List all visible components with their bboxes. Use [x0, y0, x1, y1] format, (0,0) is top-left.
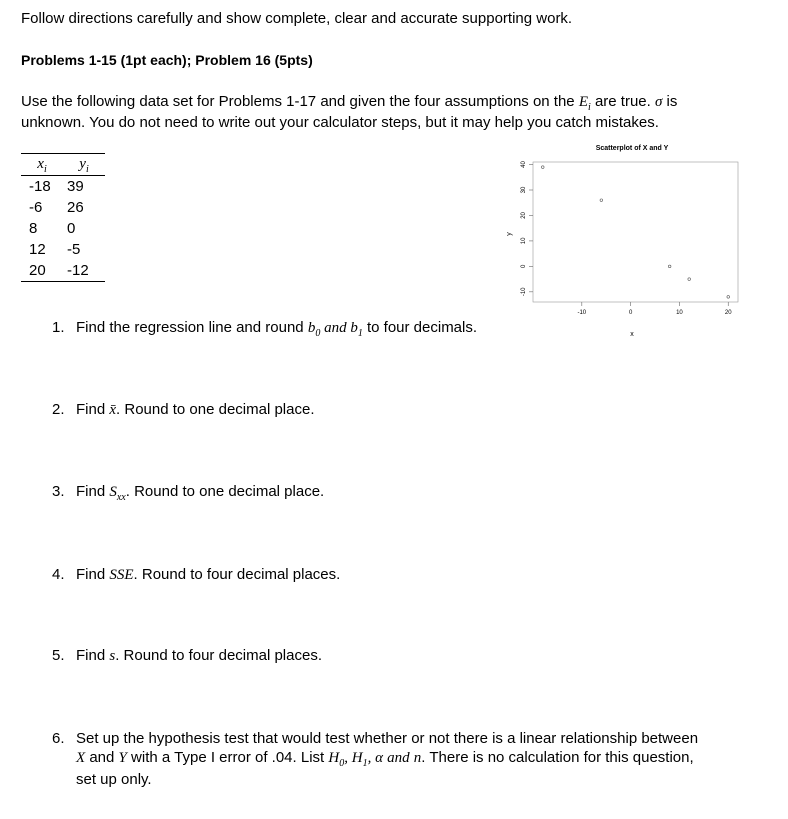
question-6-text1: Set up the hypothesis test that would test whether or not there is a linear relationship between: [76, 730, 699, 747]
y-cell: -12: [63, 260, 105, 282]
question-number: 3.: [52, 483, 65, 500]
x-header: [21, 154, 63, 176]
data-point: [727, 296, 730, 299]
h1-subscript: 1: [362, 758, 368, 769]
x-cell: 12: [29, 241, 46, 258]
y-cell: 26: [67, 199, 84, 216]
instructions-text-a: Use the following data set for Problems 1-17 and given the four assumptions on the: [21, 93, 579, 110]
question-text: Find: [76, 647, 110, 664]
b1-symbol: b: [350, 320, 358, 336]
scatterplot: [505, 140, 745, 355]
sxx-symbol: S: [109, 484, 117, 500]
y-tick-label: 40: [521, 161, 527, 168]
y-header: [63, 154, 105, 176]
y-cell: 0: [67, 220, 76, 237]
plot-frame: [533, 162, 738, 302]
question-6-line2: [52, 749, 698, 769]
x-cell: 20: [21, 260, 63, 282]
y-var: Y: [118, 750, 127, 766]
axis-ticks: [521, 161, 732, 316]
sigma-symbol: σ: [654, 94, 663, 110]
question-number: 2.: [52, 401, 65, 418]
question-text-end: . Round to one decimal place.: [125, 483, 325, 500]
question-number: 1.: [52, 319, 65, 336]
x-header-label: x: [37, 155, 44, 172]
instructions-text-b: are true.: [590, 93, 655, 110]
chart-title: Scatterplot of X and Y: [595, 145, 669, 152]
n-symbol: n: [413, 750, 422, 766]
s-symbol: s: [109, 648, 116, 664]
question-number: 4.: [52, 566, 65, 583]
y-cell: 39: [67, 178, 84, 195]
h1-symbol: H: [351, 750, 363, 766]
x-tick-label: -10: [577, 310, 587, 316]
instructions-line2: unknown. You do not need to write out your calculator steps, but it may help you catch mistakes.: [21, 114, 659, 131]
question-text: Find: [76, 566, 110, 583]
xbar-symbol: x̄: [109, 402, 117, 418]
y-tick-label: 30: [521, 186, 527, 194]
question-text-end: . Round to four decimal places.: [133, 566, 341, 583]
question-number: 6.: [52, 730, 65, 747]
y-tick-label: -10: [521, 287, 527, 297]
question-1: [52, 319, 477, 339]
comma: ,: [344, 750, 352, 766]
x-tick-label: 0: [628, 310, 633, 316]
table-row: [21, 197, 105, 218]
intro-text: Follow directions carefully and show complete, clear and accurate supporting work.: [21, 10, 573, 27]
question-text-end: to four decimals.: [362, 319, 478, 336]
b0-subscript: 0: [315, 328, 321, 339]
b0-symbol: b: [307, 320, 316, 336]
y-tick-label: 0: [521, 264, 527, 269]
table-row: [21, 218, 105, 239]
table-row: [21, 260, 105, 282]
question-6: [52, 730, 698, 788]
x-axis-label: x: [630, 331, 634, 338]
question-2: [52, 401, 315, 419]
data-table-wrapper: [21, 153, 105, 282]
x-tick-label: 20: [724, 310, 732, 316]
y-header-sub: i: [85, 163, 89, 175]
x-cell: -6: [29, 199, 43, 216]
question-text-end: . Round to four decimal places.: [115, 647, 322, 664]
question-text: Find the regression line and round: [76, 319, 308, 336]
e-variable: E: [578, 94, 588, 110]
x-var: X: [76, 750, 86, 766]
y-header-label: y: [79, 155, 86, 172]
alpha-symbol: α: [375, 750, 383, 766]
data-point: [668, 265, 671, 268]
e-subscript: i: [588, 102, 591, 113]
x-tick-label: 10: [676, 310, 683, 316]
question-4: [52, 566, 340, 584]
question-3: [52, 483, 324, 503]
comma: ,: [367, 750, 376, 766]
b1-subscript: 1: [357, 328, 363, 339]
question-number: 5.: [52, 647, 65, 664]
instructions-text-c: is: [662, 93, 678, 110]
question-6-line3: set up only.: [76, 771, 152, 788]
question-text: Find: [76, 401, 110, 418]
table-row: [21, 176, 105, 198]
question-6-text2: with a Type I error of .04. List: [126, 749, 329, 766]
question-5: [52, 647, 322, 665]
y-tick-label: 20: [521, 212, 527, 219]
and-text: and: [85, 749, 119, 766]
h0-symbol: H: [328, 750, 340, 766]
y-tick-label: 10: [521, 237, 527, 245]
data-point: [541, 166, 544, 169]
y-axis-label: y: [506, 232, 513, 236]
data-point: [688, 278, 691, 281]
sse-symbol: SSE: [109, 567, 134, 583]
data-table: [21, 154, 105, 282]
question-text-end: . Round to one decimal place.: [116, 401, 315, 418]
question-6-line1: [52, 730, 698, 747]
x-cell: 8: [29, 220, 38, 237]
data-point: [600, 199, 603, 202]
instructions-line1: [21, 93, 677, 113]
table-row: [21, 239, 105, 260]
table-header-row: [21, 154, 105, 176]
sxx-subscript: xx: [116, 492, 126, 503]
question-text: Find: [76, 483, 110, 500]
data-points: [541, 166, 729, 298]
y-cell: -5: [67, 241, 81, 258]
and-word: and: [387, 750, 410, 766]
x-header-sub: i: [43, 163, 47, 175]
points-heading: Problems 1-15 (1pt each); Problem 16 (5pts): [21, 52, 313, 68]
x-cell: -18: [29, 178, 51, 195]
h0-subscript: 0: [339, 758, 345, 769]
question-6-text3: . There is no calculation for this question,: [421, 749, 694, 766]
and-word: and: [320, 320, 351, 336]
